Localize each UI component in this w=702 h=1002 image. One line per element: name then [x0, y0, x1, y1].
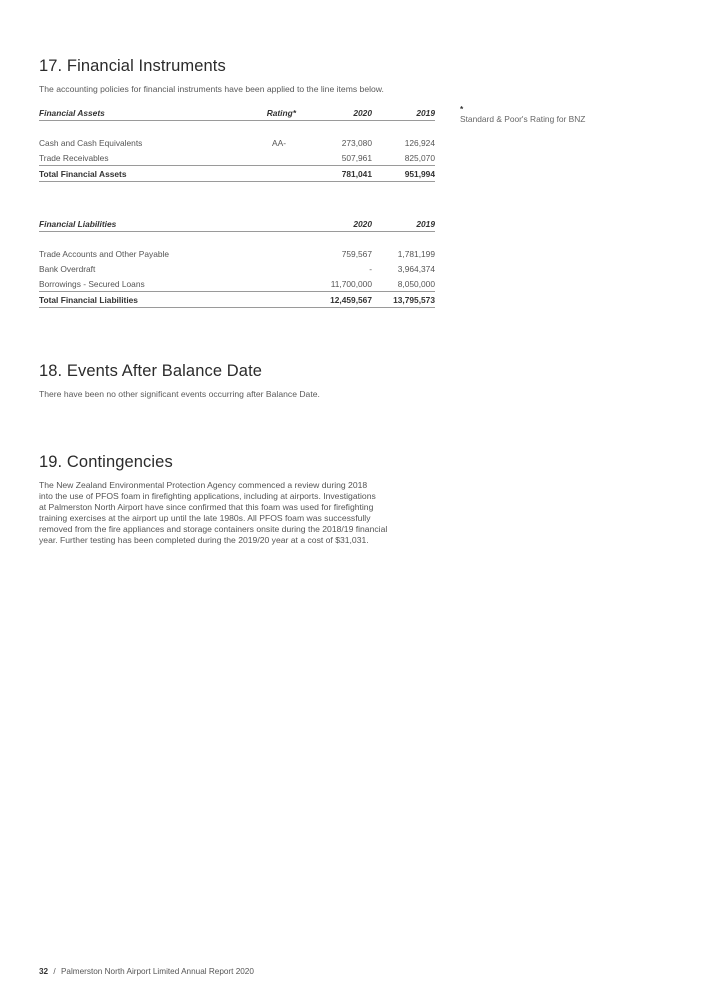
table-row: [39, 261, 435, 276]
row-rating: [239, 150, 296, 166]
total-row: [39, 292, 435, 308]
total-2020: 12,459,567: [296, 292, 372, 308]
section-17-intro: The accounting policies for financial instruments have been applied to the line items below.: [39, 84, 384, 94]
row-2019: 3,964,374: [397, 263, 435, 274]
row-label: Trade Receivables: [39, 150, 239, 166]
total-label: Total Financial Assets: [39, 166, 239, 182]
total-2020: 781,041: [296, 166, 372, 182]
row-rating: AA-: [272, 137, 286, 148]
col-2019: 2019: [372, 216, 435, 232]
col-rating: Rating*: [239, 105, 296, 121]
row-2020: 273,080: [341, 137, 372, 148]
col-2019: 2019: [372, 105, 435, 121]
footnote: [460, 104, 585, 124]
col-financial-liabilities: Financial Liabilities: [39, 216, 296, 232]
section-18-heading: 18. Events After Balance Date: [39, 362, 263, 380]
table-row: [39, 246, 435, 261]
section-19-body: [39, 480, 434, 546]
body-line: year. Further testing has been completed during the 2019/20 year at a cost of $31,031.: [39, 535, 369, 545]
table-row: [39, 150, 435, 166]
body-line: removed from the fire appliances and storage containers onsite during the 2018/19 financial: [39, 524, 388, 534]
total-label: Total Financial Liabilities: [39, 292, 296, 308]
col-financial-assets: Financial Assets: [39, 105, 239, 121]
financial-liabilities-table: [39, 216, 435, 308]
row-2020: 507,961: [296, 150, 372, 166]
table-header-row: [39, 105, 435, 121]
table-row: [39, 135, 435, 150]
total-2019: 13,795,573: [372, 292, 435, 308]
row-label: Bank Overdraft: [39, 263, 96, 274]
table-header-row: [39, 216, 435, 232]
row-label: Cash and Cash Equivalents: [39, 137, 143, 148]
report-title: Palmerston North Airport Limited Annual Report 2020: [60, 967, 254, 976]
row-2019: 1,781,199: [397, 248, 435, 259]
row-2020: 11,700,000: [296, 276, 372, 292]
body-line: The New Zealand Environmental Protection Agency commenced a review during 2018: [39, 480, 368, 490]
row-2020: 759,567: [341, 248, 372, 259]
col-2020: 2020: [296, 105, 372, 121]
footer-separator: /: [53, 967, 56, 976]
row-2019: 126,924: [404, 137, 435, 148]
footnote-text: Standard & Poor's Rating for BNZ: [460, 114, 586, 124]
body-line: training exercises at the airport up until the late 1980s. All PFOS foam was successfully: [39, 513, 371, 523]
section-17-heading: 17. Financial Instruments: [39, 57, 226, 75]
section-18-text: There have been no other significant events occurring after Balance Date.: [39, 389, 320, 399]
row-label: Borrowings - Secured Loans: [39, 276, 296, 292]
section-19-heading: 19. Contingencies: [39, 453, 173, 471]
row-2019: 825,070: [372, 150, 435, 166]
financial-assets-table: [39, 105, 435, 182]
body-line: at Palmerston North Airport have since confirmed that this foam was used for firefighting: [39, 502, 374, 512]
body-line: into the use of PFOS foam in firefighting applications, including at airports. Investigations: [39, 491, 376, 501]
total-row: [39, 166, 435, 182]
total-2019: 951,994: [372, 166, 435, 182]
col-2020: 2020: [296, 216, 372, 232]
row-label: Trade Accounts and Other Payable: [39, 248, 170, 259]
row-2020: -: [369, 263, 372, 274]
footnote-marker: *: [460, 104, 464, 114]
row-2019: 8,050,000: [372, 276, 435, 292]
page-number: 32: [39, 967, 49, 976]
table-row: [39, 276, 435, 292]
page-footer: [39, 967, 254, 976]
